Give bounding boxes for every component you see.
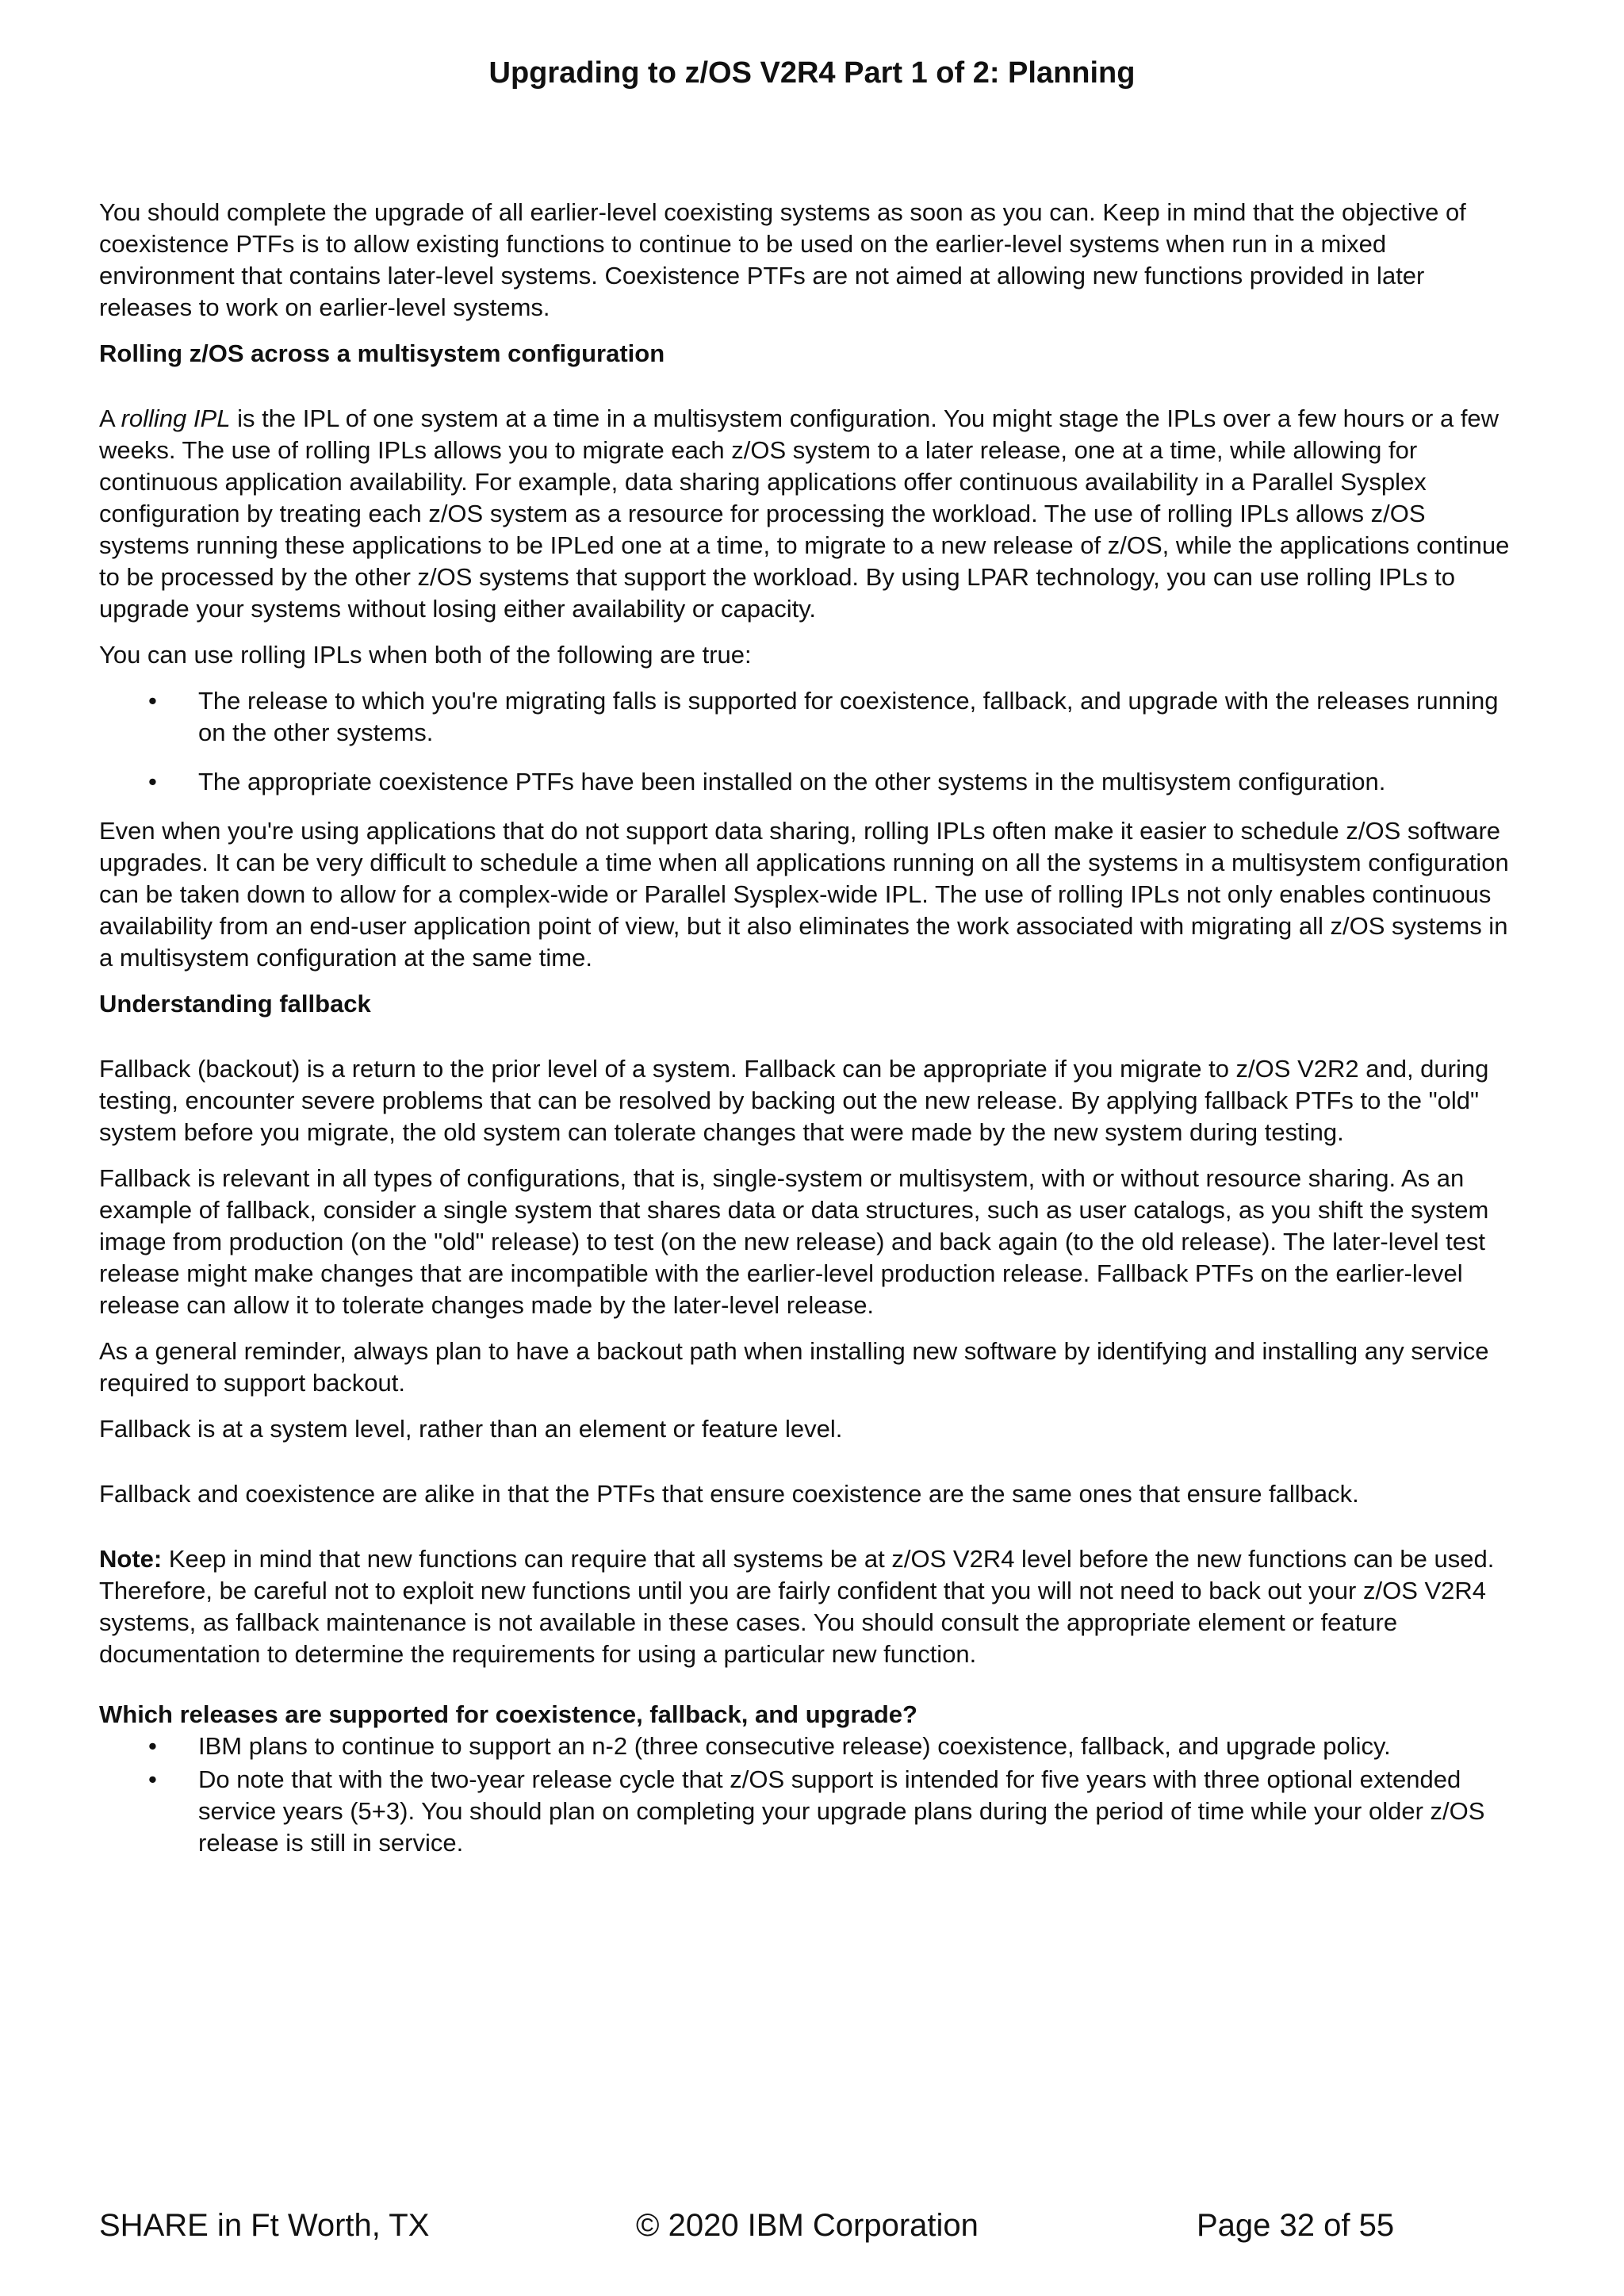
paragraph-use-rolling: You can use rolling IPLs when both of the following are true: — [99, 641, 752, 669]
paragraph-system-level: Fallback is at a system level, rather than an element or feature level. — [99, 1415, 843, 1443]
rolling-ipl-term: rolling IPL — [121, 404, 231, 432]
list-item-text: The release to which you're migrating falls is supported for coexistence, fallback, and upgrade with the releases running on the other systems. — [198, 687, 1499, 746]
rolling-rest-text: is the IPL of one system at a time in a multisystem configuration. You might stage the IPLs over a few hours or a few weeks. The use of rolling IPLs allows you to migrate each z/OS system to a later release, one at a time, while allowing for continuous application availability. For example, data sharing applications offer continuous availability in a Parallel Sysplex configuration by treating each z/OS system as a resource for processing the workload. The use of rolling IPLs allows z/OS systems running these applications to be IPLed one at a time, to migrate to a new release of z/OS, while the applications continue to be processed by the other z/OS systems that support the workload. By using LPAR technology, you can use rolling IPLs to upgrade your systems without losing either availability or capacity. — [99, 404, 1510, 623]
heading-understanding-fallback: Understanding fallback — [99, 990, 371, 1018]
note-text: Keep in mind that new functions can require that all systems be at z/OS V2R4 level before the new functions can be used. Therefore, be careful not to exploit new functions until you are fairly confident that you will not need to back out your z/OS V2R4 systems, as fallback maintenance is not available in these cases. You should consult the appropriate element or feature documentation to determine the requirements for using a particular new function. — [99, 1545, 1495, 1668]
paragraph-note — [99, 1543, 1519, 1670]
footer-copyright: © 2020 IBM Corporation — [636, 2208, 979, 2243]
page-body — [99, 197, 1519, 1873]
page-footer — [99, 2203, 1439, 2248]
bullet-glyph: • — [148, 768, 157, 795]
which-releases-list — [99, 1731, 1519, 1859]
paragraph-backout-reminder: As a general reminder, always plan to have a backout path when installing new software by identifying and installing any service required to support backout. — [99, 1337, 1489, 1397]
paragraph-fallback-definition: Fallback (backout) is a return to the prior level of a system. Fallback can be appropriate if you migrate to z/OS V2R2 and, during testing, encounter severe problems that can be resolved by backing out the new release. By applying fallback PTFs to the "old" system before you migrate, the old system can tolerate changes that were made by the new system during testing. — [99, 1055, 1489, 1146]
list-item-text: IBM plans to continue to support an n-2 (three consecutive release) coexistence, fallback, and upgrade policy. — [198, 1732, 1391, 1760]
paragraph-intro: You should complete the upgrade of all earlier-level coexisting systems as soon as you can. Keep in mind that the objective of coexistence PTFs is to allow existing functions to continue to be used on the earlier-level systems when run in a mixed environment that contains later-level systems. Coexistence PTFs are not aimed at allowing new functions provided in later releases to work on earlier-level systems. — [99, 198, 1466, 321]
bullet-glyph: • — [148, 1765, 157, 1793]
rolling-conditions-list — [99, 685, 1519, 798]
list-item-text: The appropriate coexistence PTFs have been installed on the other systems in the multisystem configuration. — [198, 768, 1386, 795]
footer-page-number: Page 32 of 55 — [1197, 2208, 1395, 2243]
heading-which-releases: Which releases are supported for coexistence, fallback, and upgrade? — [99, 1700, 917, 1728]
rolling-lead-text: A — [99, 404, 121, 432]
bullet-glyph: • — [148, 1732, 157, 1760]
paragraph-fallback-relevance: Fallback is relevant in all types of configurations, that is, single-system or multisystem, with or without resource sharing. As an example of fallback, consider a single system that shares data or data structures, such as user catalogs, as you shift the system image from production (on the "old" release) to test (on the new release) and back again (to the old release). The later-level test release might make changes that are incompatible with the earlier-level production release. Fallback PTFs on the earlier-level release can allow it to tolerate changes made by the later-level release. — [99, 1164, 1489, 1319]
footer-event: SHARE in Ft Worth, TX — [99, 2208, 430, 2243]
note-label: Note: — [99, 1545, 163, 1573]
paragraph-even-when: Even when you're using applications that do not support data sharing, rolling IPLs often make it easier to schedule z/OS software upgrades. It can be very difficult to schedule a time when all applications running on all the systems in a multisystem configuration can be taken down to allow for a complex-wide or Parallel Sysplex-wide IPL. The use of rolling IPLs not only enables continuous availability from an end-user application point of view, but it also eliminates the work associated with migrating all z/OS systems in a multisystem configuration at the same time. — [99, 817, 1509, 972]
list-item — [99, 766, 1519, 798]
list-item-text: Do note that with the two-year release cycle that z/OS support is intended for five years with three optional extended service years (5+3). You should plan on completing your upgrade plans during the period of time while your older z/OS release is still in service. — [198, 1765, 1485, 1857]
heading-rolling-zos: Rolling z/OS across a multisystem configuration — [99, 339, 665, 367]
list-item — [99, 685, 1519, 749]
paragraph-coexistence-alike: Fallback and coexistence are alike in that the PTFs that ensure coexistence are the same ones that ensure fallback. — [99, 1480, 1359, 1508]
paragraph-rolling-ipl — [99, 403, 1519, 625]
page-header-title: Upgrading to z/OS V2R4 Part 1 of 2: Planning — [488, 56, 1136, 90]
list-item — [99, 1764, 1519, 1859]
list-item — [99, 1731, 1519, 1762]
bullet-glyph: • — [148, 687, 157, 715]
